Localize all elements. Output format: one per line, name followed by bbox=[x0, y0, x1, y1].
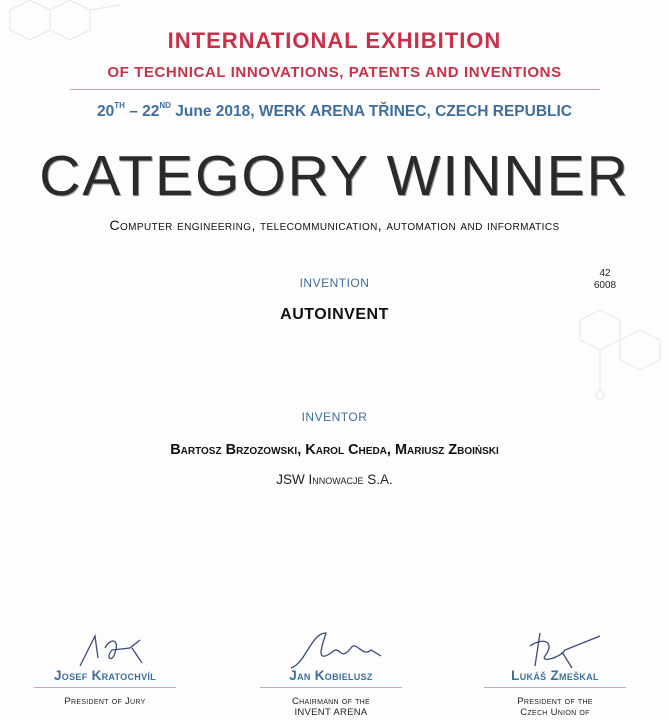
event-dates-location: 20TH – 22ND June 2018, WERK ARENA TŘINEC, CZECH REPUBLIC bbox=[96, 101, 572, 120]
signatory-1 bbox=[20, 628, 190, 707]
signatory-3 bbox=[470, 628, 640, 718]
signatory-2 bbox=[246, 628, 416, 718]
inventor-names: Bartosz Brzozowski, Karol Cheda, Mariusz Zboiński bbox=[170, 442, 499, 458]
invention-label: INVENTION bbox=[299, 276, 370, 290]
signatory-3-name: Lukáš Zmeškal bbox=[511, 668, 599, 683]
registration-number: 42 6008 bbox=[593, 268, 617, 291]
award-category: Computer engineering, telecommunication, automation and informatics bbox=[109, 217, 560, 233]
invention-name: AUTOINVENT bbox=[280, 306, 389, 323]
signatory-1-name: Josef Kratochvíl bbox=[54, 668, 156, 683]
inventor-organization: JSW Innowacje S.A. bbox=[276, 472, 393, 487]
exhibition-title: INTERNATIONAL EXHIBITION bbox=[167, 28, 502, 53]
award-title: CATEGORY WINNER bbox=[39, 144, 630, 208]
signatory-2-name: Jan Kobielusz bbox=[289, 668, 373, 683]
signatory-3-role: President of the Czech Union of bbox=[517, 696, 593, 718]
signatory-2-role: Chairmann of the INVENT ARENA bbox=[292, 696, 370, 718]
signature-2 bbox=[271, 628, 391, 670]
exhibition-subtitle: OF TECHNICAL INNOVATIONS, PATENTS AND INVENTIONS bbox=[107, 64, 562, 81]
header-divider bbox=[70, 89, 600, 90]
signature-1 bbox=[50, 628, 160, 670]
signatory-1-role: President of Jury bbox=[64, 696, 146, 707]
signature-3 bbox=[500, 628, 610, 670]
inventor-label: INVENTOR bbox=[301, 410, 368, 424]
